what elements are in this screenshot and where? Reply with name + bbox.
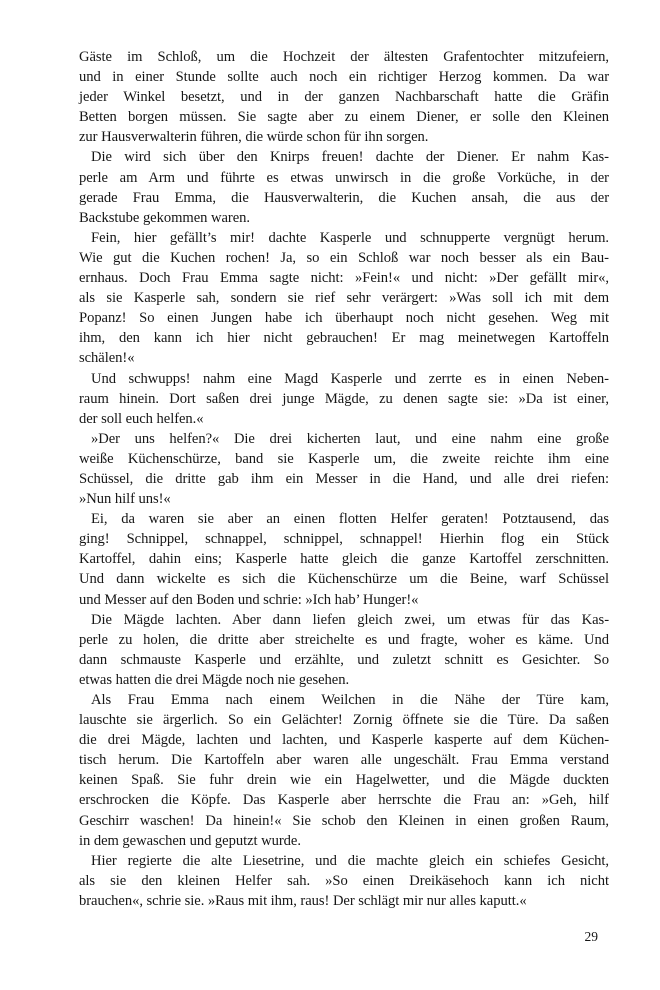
- text-line: ernhaus. Doch Frau Emma sagte nicht: »Fein!« und nicht: »Der gefällt mir«,: [79, 270, 609, 287]
- text-line: erschrocken die Köpfe. Das Kasperle aber herrschte die Frau an: »Geh, hilf: [79, 792, 609, 809]
- text-line: Fein, hier gefällt’s mir! dachte Kasperle und schnupperte vergnügt herum.: [91, 229, 609, 246]
- text-line: Und dann wickelte es sich die Küchenschürze um die Beine, warf Schüssel: [79, 571, 609, 588]
- text-line: Wie gut die Kuchen rochen! Ja, so ein Schloß war noch besser als ein Bau-: [79, 249, 609, 266]
- text-line: Kartoffel, dahin eins; Kasperle hatte gleich die ganze Kartoffel zerschnitten.: [79, 551, 609, 568]
- paragraph: [79, 369, 609, 429]
- paragraph: [79, 509, 609, 609]
- text-line: raum hinein. Dort saßen drei junge Mägde, zu denen sagte sie: »Da ist einer,: [79, 390, 609, 407]
- text-line: Schüssel, die dritte gab ihm ein Messer in die Hand, und alle drei riefen:: [79, 470, 609, 487]
- text-line: der soll euch helfen.«: [79, 410, 204, 427]
- paragraph: [79, 690, 609, 851]
- text-block: [79, 47, 609, 911]
- paragraph: [79, 147, 609, 227]
- text-line: gerade Frau Emma, die Hausverwalterin, die Kuchen ansah, die aus der: [79, 189, 609, 206]
- page-number: 29: [584, 929, 598, 944]
- text-line: weiße Küchenschürze, band sie Kasperle um, die zweite reichte ihm eine: [79, 450, 609, 467]
- text-line: in dem gewaschen und geputzt wurde.: [79, 832, 301, 849]
- paragraph: [79, 851, 609, 911]
- text-line: lauschte sie ärgerlich. So ein Gelächter! Zornig öffnete sie die Türe. Da saßen: [79, 712, 609, 729]
- text-line: »Der uns helfen?« Die drei kicherten laut, und eine nahm eine große: [91, 430, 609, 447]
- paragraph: [79, 610, 609, 690]
- text-line: ging! Schnippel, schnappel, schnippel, schnappel! Hierhin flog ein Stück: [79, 531, 609, 548]
- text-line: als sie Kasperle sah, sondern sie rief sehr verärgert: »Was soll ich mit dem: [79, 290, 609, 307]
- text-line: und in einer Stunde sollte auch noch ein richtiger Herzog kommen. Da war: [79, 69, 609, 86]
- text-line: brauchen«, schrie sie. »Raus mit ihm, raus! Der schlägt mir nur alles kaputt.«: [79, 892, 527, 909]
- text-line: Ei, da waren sie aber an einen flotten Helfer geraten! Potztausend, das: [91, 511, 609, 528]
- text-line: schälen!«: [79, 350, 135, 367]
- text-line: ihm, den kann ich hier nicht gebrauchen! Er mag meinetwegen Kartoffeln: [79, 330, 609, 347]
- text-line: Die Mägde lachten. Aber dann liefen gleich zwei, um etwas für das Kas-: [91, 611, 609, 628]
- paragraph: [79, 47, 609, 147]
- text-line: Geschirr waschen! Da hinein!« Sie schob den Kleinen in einen großen Raum,: [79, 812, 609, 829]
- text-line: zur Hausverwalterin führen, die würde schon für ihn sorgen.: [79, 129, 429, 146]
- text-line: als sie den kleinen Helfer sah. »So einen Dreikäsehoch kann ich nicht: [79, 872, 609, 889]
- text-line: »Nun hilf uns!«: [79, 491, 171, 508]
- text-line: perle zu holen, die dritte aber streichelte es und fragte, woher es käme. Und: [79, 631, 609, 648]
- text-line: die drei Mägde, lachten und lachten, und Kasperle kasperte auf dem Küchen-: [79, 732, 609, 749]
- text-line: perle am Arm und führte es etwas unwirsch in die große Vorküche, in der: [79, 169, 609, 186]
- paragraph: [79, 228, 609, 369]
- text-line: etwas hatten die drei Mägde noch nie gesehen.: [79, 671, 350, 688]
- paragraph: [79, 429, 609, 509]
- text-line: und Messer auf den Boden und schrie: »Ich hab’ Hunger!«: [79, 591, 419, 608]
- text-line: Und schwupps! nahm eine Magd Kasperle und zerrte es in einen Neben-: [91, 370, 609, 387]
- text-line: jeder Winkel besetzt, und in der ganzen Nachbarschaft hatte die Gräfin: [79, 89, 609, 106]
- text-line: Hier regierte die alte Liesetrine, und die machte gleich ein schiefes Gesicht,: [91, 852, 609, 869]
- text-line: Die wird sich über den Knirps freuen! dachte der Diener. Er nahm Kas-: [91, 149, 609, 166]
- text-line: Als Frau Emma nach einem Weilchen in die Nähe der Türe kam,: [91, 692, 609, 708]
- text-line: dann schmauste Kasperle und erzählte, und zuletzt schnitt es Gesichter. So: [79, 651, 609, 668]
- text-line: Popanz! So einen Jungen habe ich überhaupt noch nicht gesehen. Weg mit: [79, 310, 609, 327]
- text-line: tisch herum. Die Kartoffeln aber waren alle ungeschält. Frau Emma verstand: [79, 752, 609, 769]
- text-line: keinen Spaß. Sie fuhr drein wie ein Hagelwetter, und die Mägde duckten: [79, 772, 609, 789]
- text-line: Backstube gekommen waren.: [79, 209, 250, 226]
- text-line: Betten borgen müssen. Sie sagte aber zu einem Diener, er solle den Kleinen: [79, 109, 609, 126]
- text-line: Gäste im Schloß, um die Hochzeit der ältesten Grafentochter mitzufeiern,: [79, 49, 609, 65]
